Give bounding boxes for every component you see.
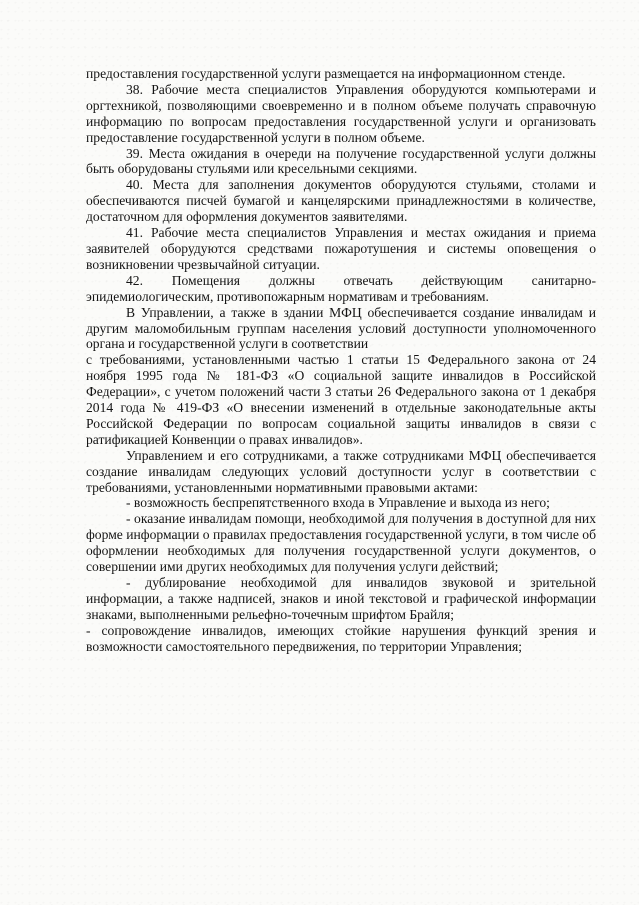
list-item-entrance: - возможность беспрепятственного входа в Управление и выхода из него; xyxy=(126,495,550,511)
list-item-escort: - сопровождение инвалидов, имеющих стойкие нарушения функций зрения и возможности самостоятельного передвижения, по территории Управления; xyxy=(86,622,596,654)
paragraph-38: 38. Рабочие места специалистов Управления оборудуются компьютерами и оргтехникой, позволяющими своевременно и в полном объеме получать справочную информацию по вопросам предоставления государственной услуги и организовать предоставление государственной услуги в полном объеме. xyxy=(86,81,596,145)
paragraph-39: 39. Места ожидания в очереди на получение государственной услуги должны быть оборудованы стульями или кресельными секциями. xyxy=(86,145,596,177)
document-body xyxy=(86,66,596,655)
paragraph-accessibility-conditions: Управлением и его сотрудниками, а также сотрудниками МФЦ обеспечивается создание инвалидам следующих условий доступности услуг в соответствии с требованиями, установленными нормативными правовыми актами: xyxy=(86,447,596,495)
paragraph-continuation: предоставления государственной услуги размещается на информационном стенде. xyxy=(86,66,566,81)
list-item-braille: - дублирование необходимой для инвалидов звуковой и зрительной информации, а также надписей, знаков и иной текстовой и графической информации знаками, выполненными рельефно-точечным шрифтом Брайля; xyxy=(86,575,596,622)
list-item-assistance: - оказание инвалидам помощи, необходимой для получения в доступной для них форме информации о правилах предоставления государственной услуги, в том числе об оформлении необходимых для получения государственной услуги документов, о совершении ими других необходимых для получения услуги действий; xyxy=(86,511,596,575)
paragraph-40: 40. Места для заполнения документов оборудуются стульями, столами и обеспечиваются писчей бумагой и канцелярскими принадлежностями в количестве, достаточном для оформления документов заявителями. xyxy=(86,177,596,225)
paragraph-accessibility-intro: В Управлении, а также в здании МФЦ обеспечивается создание инвалидам и другим маломобильным группам населения условий доступности уполномоченного органа и государственной услуги в соответствии xyxy=(86,304,596,352)
paragraph-41: 41. Рабочие места специалистов Управления и местах ожидания и приема заявителей оборудуются средствами пожаротушения и системы оповещения о возникновении чрезвычайной ситуации. xyxy=(86,225,596,272)
paragraph-federal-law-requirements: с требованиями, установленными частью 1 статьи 15 Федерального закона от 24 ноября 1995 года № 181-ФЗ «О социальной защите инвалидов в Российской Федерации», с учетом положений части 3 статьи 26 Федерального закона от 1 декабря 2014 года № 419-ФЗ «О внесении изменений в отдельные законодательные акты Российской Федерации по вопросам социальной защиты инвалидов в связи с ратификацией Конвенции о правах инвалидов». xyxy=(86,352,596,447)
paragraph-42: 42. Помещения должны отвечать действующим санитарно-эпидемиологическим, противопожарным нормативам и требованиям. xyxy=(86,272,596,304)
